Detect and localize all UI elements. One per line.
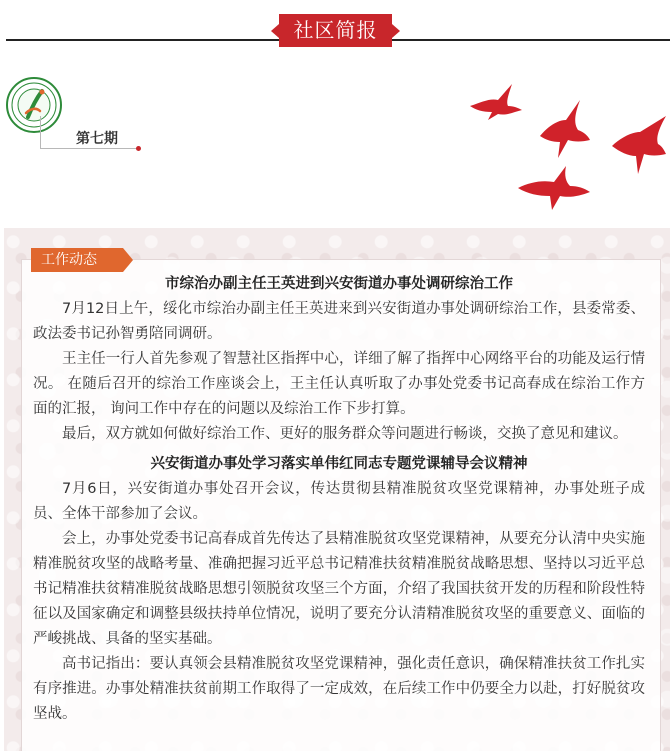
dove-1 <box>470 84 522 120</box>
articles <box>33 272 645 727</box>
community-logo <box>6 77 62 133</box>
dove-3 <box>612 116 666 174</box>
article-paragraph: 会上，办事处党委书记高春成首先传达了县精准脱贫攻坚党课精神，从要充分认清中央实施精准脱贫攻坚的战略考量、准确把握习近平总书记精准扶贫精准脱贫战略思想、坚持以习近平总书记精准扶贫精准脱贫战略思想引领脱贫攻坚三个方面，介绍了我国扶贫开发的历程和阶段性特征以及国家确定和调整县级扶持单位情况，说明了要充分认清精准脱贫攻坚的重要意义、面临的严峻挑战、具备的坚实基础。 <box>33 531 645 647</box>
article-paragraph: 最后，双方就如何做好综治工作、更好的服务群众等问题进行畅谈，交换了意见和建议。 <box>62 426 628 442</box>
article-title: 市综治办副主任王英进到兴安街道办事处调研综治工作 <box>165 276 513 292</box>
dove-4 <box>518 166 590 210</box>
doves-illustration <box>462 76 672 216</box>
section-tag-work-news: 工作动态 <box>31 248 123 272</box>
dove-2 <box>540 100 590 158</box>
issue-dot <box>136 146 141 151</box>
issue-bracket-vertical <box>40 116 41 149</box>
article-title: 兴安街道办事处学习落实单伟红同志专题党课辅导会议精神 <box>150 456 528 472</box>
bulletin-title: 社区简报 <box>279 14 392 47</box>
article-paragraph: 王主任一行人首先参观了智慧社区指挥中心，详细了解了指挥中心网络平台的功能及运行情况。 在随后召开的综治工作座谈会上，王主任认真听取了办事处党委书记高春成在综治工作方面的汇报， 询问工作中存在的问题以及综治工作下步打算。 <box>33 351 645 417</box>
issue-underline <box>40 148 138 149</box>
article-paragraph: 高书记指出：要认真领会县精准脱贫攻坚党课精神，强化责任意识，确保精准扶贫工作扎实有序推进。办事处精准扶贫前期工作取得了一定成效，在后续工作中仍要全力以赴，打好脱贫攻坚战。 <box>33 656 645 722</box>
issue-number: 第七期 <box>76 131 118 147</box>
article-paragraph: 7月6日，兴安街道办事处召开会议，传达贯彻县精准脱贫攻坚党课精神，办事处班子成员、全体干部参加了会议。 <box>33 481 645 522</box>
article-paragraph: 7月12日上午，绥化市综治办副主任王英进来到兴安街道办事处调研综治工作，县委常委、政法委书记孙智勇陪同调研。 <box>33 301 645 342</box>
